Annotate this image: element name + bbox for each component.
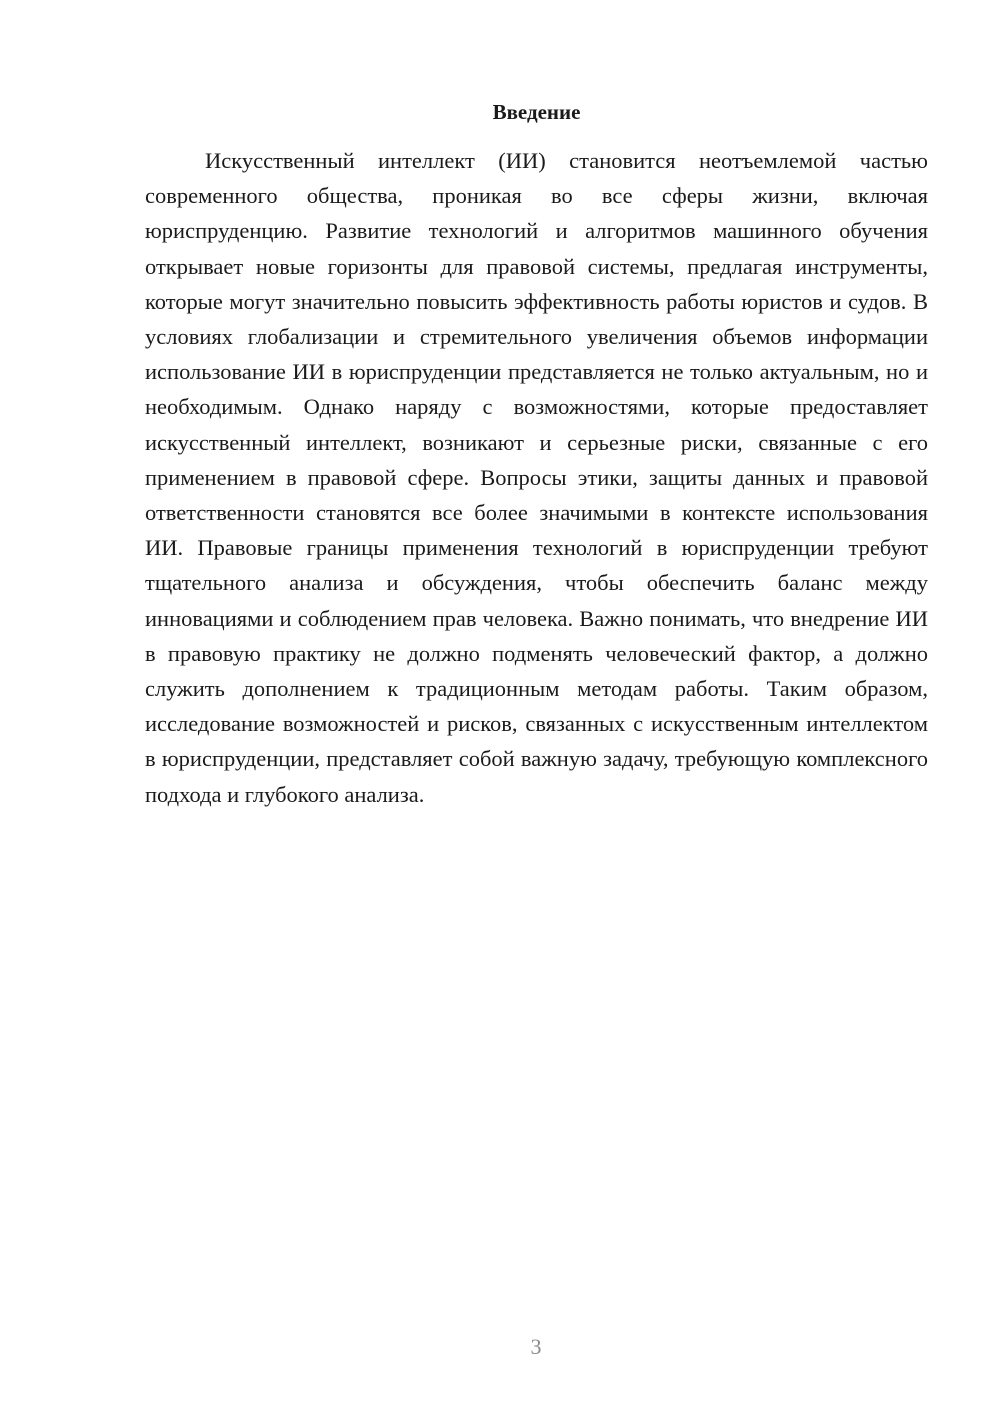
section-heading: Введение <box>492 100 581 124</box>
page-number: 3 <box>530 1334 542 1359</box>
body-paragraph: Искусственный интеллект (ИИ) становится неотъемлемой частью современного общества, проникая во все сферы жизни, включая юриспруденцию. Развитие технологий и алгоритмов машинного обучения открывает новые горизонты для правовой системы, предлагая инструменты, которые могут значительно повысить эффективность работы юристов и судов. В условиях глобализации и стремительного увеличения объемов информации использование ИИ в юриспруденции представляется не только актуальным, но и необходимым. Однако наряду с возможностями, которые предоставляет искусственный интеллект, возникают и серьезные риски, связанные с его применением в правовой сфере. Вопросы этики, защиты данных и правовой ответственности становятся все более значимыми в контексте использования ИИ. Правовые границы применения технологий в юриспруденции требуют тщательного анализа и обсуждения, чтобы обеспечить баланс между инновациями и соблюдением прав человека. Важно понимать, что внедрение ИИ в правовую практику не должно подменять человеческий фактор, а должно служить дополнением к традиционным методам работы. Таким образом, исследование возможностей и рисков, связанных с искусственным интеллектом в юриспруденции, представляет собой важную задачу, требующую комплексного подхода и глубокого анализа. <box>145 148 928 807</box>
